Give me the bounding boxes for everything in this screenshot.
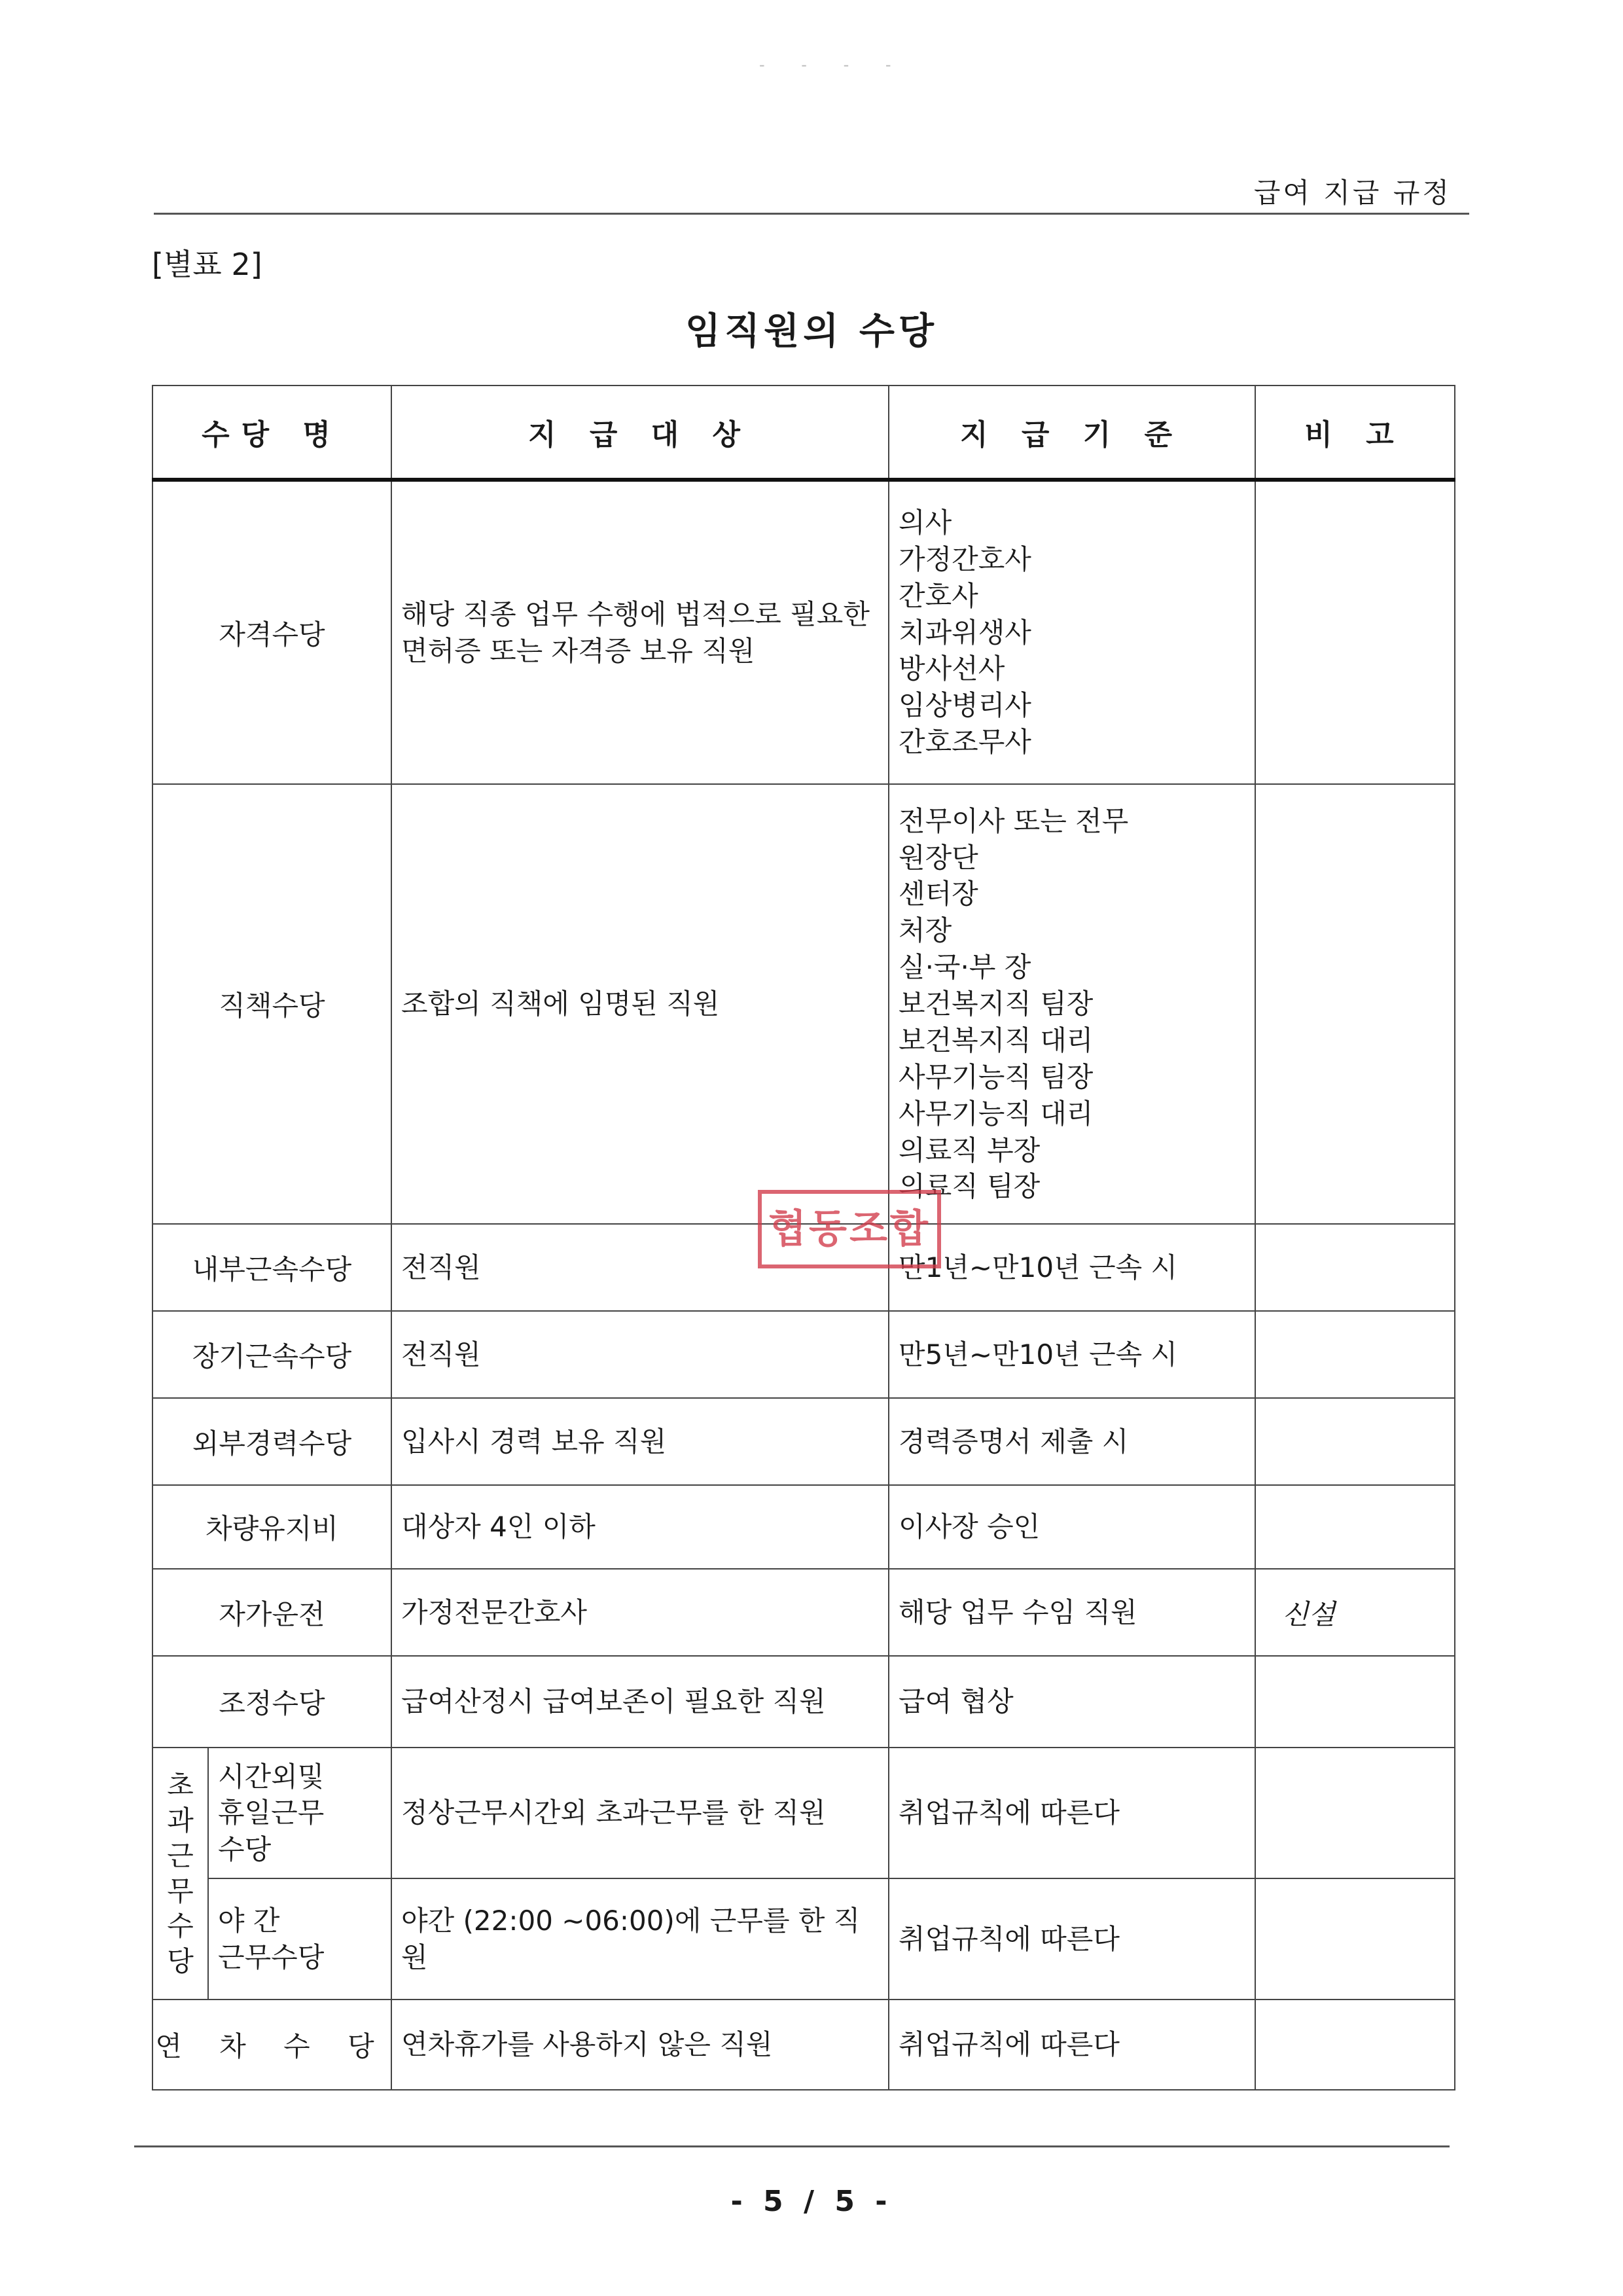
table-header-row bbox=[152, 386, 1455, 480]
table-row bbox=[152, 784, 1455, 1224]
table-row bbox=[152, 1398, 1455, 1485]
top-scan-dots: - - - - bbox=[759, 56, 907, 74]
basis-list bbox=[899, 505, 1245, 761]
note-cell bbox=[1255, 2000, 1455, 2090]
payment-basis bbox=[889, 480, 1255, 784]
basis-list-item: 실·국·부 장 bbox=[899, 951, 1031, 984]
note-cell bbox=[1255, 1224, 1455, 1311]
allowance-name: 조정수당 bbox=[152, 1656, 391, 1748]
allowance-name: 장기근속수당 bbox=[152, 1311, 391, 1398]
allowance-name: 시간외및 휴일근무 수당 bbox=[208, 1748, 391, 1878]
payment-basis: 취업규칙에 따른다 bbox=[889, 2000, 1255, 2090]
note-cell bbox=[1255, 1748, 1455, 1878]
table-row bbox=[152, 1569, 1455, 1656]
basis-list-item: 원장단 bbox=[899, 841, 978, 874]
overtime-group-label: 초 과 근 무 수 당 bbox=[152, 1748, 208, 2000]
note-cell bbox=[1255, 1398, 1455, 1485]
payment-basis: 만5년~만10년 근속 시 bbox=[889, 1311, 1255, 1398]
basis-list-item: 의료직 팀장 bbox=[899, 1170, 1041, 1203]
note-new: 신설 bbox=[1255, 1569, 1455, 1656]
basis-list-item: 방사선사 bbox=[899, 653, 1005, 685]
payment-target: 야간 (22:00 ~06:00)에 근무를 한 직원 bbox=[391, 1878, 889, 2000]
note-cell bbox=[1255, 1878, 1455, 2000]
allowance-name: 연 차 수 당 bbox=[152, 2000, 391, 2090]
basis-list-item: 간호조무사 bbox=[899, 726, 1031, 759]
payment-target: 연차휴가를 사용하지 않은 직원 bbox=[391, 2000, 889, 2090]
payment-basis bbox=[889, 784, 1255, 1224]
table-row bbox=[152, 1311, 1455, 1398]
basis-list-item: 치과위생사 bbox=[899, 616, 1031, 649]
payment-target: 정상근무시간외 초과근무를 한 직원 bbox=[391, 1748, 889, 1878]
note-cell bbox=[1255, 1311, 1455, 1398]
allowance-name: 차량유지비 bbox=[152, 1485, 391, 1569]
allowance-name: 직책수당 bbox=[152, 784, 391, 1224]
payment-basis: 취업규칙에 따른다 bbox=[889, 1878, 1255, 2000]
basis-list-item: 의사 bbox=[899, 506, 952, 539]
cooperative-seal-stamp: 협동조합 bbox=[758, 1190, 941, 1268]
document-title: 임직원의 수당 bbox=[685, 310, 938, 353]
table-row bbox=[152, 1878, 1455, 2000]
table-row bbox=[152, 1656, 1455, 1748]
payment-target: 전직원 bbox=[391, 1224, 889, 1311]
basis-list-item: 임상병리사 bbox=[899, 689, 1031, 722]
table-row bbox=[152, 1748, 1455, 1878]
note-cell bbox=[1255, 1485, 1455, 1569]
payment-basis: 이사장 승인 bbox=[889, 1485, 1255, 1569]
basis-list-item: 의료직 부장 bbox=[899, 1134, 1041, 1166]
table-row bbox=[152, 1485, 1455, 1569]
basis-list-item: 처장 bbox=[899, 914, 952, 947]
allowance-name: 내부근속수당 bbox=[152, 1224, 391, 1311]
basis-list-item: 전무이사 또는 전무 bbox=[899, 804, 1129, 837]
payment-basis: 취업규칙에 따른다 bbox=[889, 1748, 1255, 1878]
header-payment-target: 지 급 대 상 bbox=[391, 386, 889, 480]
payment-target: 대상자 4인 이하 bbox=[391, 1485, 889, 1569]
header-title: 급여 지급 규정 bbox=[1253, 177, 1452, 209]
footer-rule bbox=[134, 2145, 1450, 2147]
basis-list bbox=[899, 803, 1245, 1205]
allowance-name: 외부경력수당 bbox=[152, 1398, 391, 1485]
header-note: 비 고 bbox=[1255, 386, 1455, 480]
allowance-name: 자가운전 bbox=[152, 1569, 391, 1656]
payment-target: 입사시 경력 보유 직원 bbox=[391, 1398, 889, 1485]
note-cell bbox=[1255, 784, 1455, 1224]
basis-list-item: 사무기능직 대리 bbox=[899, 1097, 1094, 1130]
note-cell bbox=[1255, 480, 1455, 784]
payment-target: 해당 직종 업무 수행에 법적으로 필요한 면허증 또는 자격증 보유 직원 bbox=[391, 480, 889, 784]
payment-target: 조합의 직책에 임명된 직원 bbox=[391, 784, 889, 1224]
basis-list-item: 보건복지직 팀장 bbox=[899, 988, 1094, 1020]
annex-label: [별표 2] bbox=[152, 247, 262, 282]
header-allowance-name: 수당 명 bbox=[152, 386, 391, 480]
payment-target: 가정전문간호사 bbox=[391, 1569, 889, 1656]
basis-list-item: 센터장 bbox=[899, 878, 978, 910]
table-row bbox=[152, 480, 1455, 784]
basis-list-item: 사무기능직 팀장 bbox=[899, 1060, 1094, 1093]
payment-target: 전직원 bbox=[391, 1311, 889, 1398]
payment-target: 급여산정시 급여보존이 필요한 직원 bbox=[391, 1656, 889, 1748]
basis-list-item: 보건복지직 대리 bbox=[899, 1024, 1094, 1056]
payment-basis: 만1년~만10년 근속 시 bbox=[889, 1224, 1255, 1311]
header-rule bbox=[154, 213, 1469, 215]
header-payment-basis: 지 급 기 준 bbox=[889, 386, 1255, 480]
payment-basis: 경력증명서 제출 시 bbox=[889, 1398, 1255, 1485]
basis-list-item: 간호사 bbox=[899, 579, 978, 612]
allowance-name: 야 간 근무수당 bbox=[208, 1878, 391, 2000]
basis-list-item: 가정간호사 bbox=[899, 543, 1031, 575]
payment-basis: 급여 협상 bbox=[889, 1656, 1255, 1748]
allowance-name: 자격수당 bbox=[152, 480, 391, 784]
payment-basis: 해당 업무 수임 직원 bbox=[889, 1569, 1255, 1656]
note-cell bbox=[1255, 1656, 1455, 1748]
table-row bbox=[152, 2000, 1455, 2090]
page-number: - 5 / 5 - bbox=[730, 2185, 893, 2218]
